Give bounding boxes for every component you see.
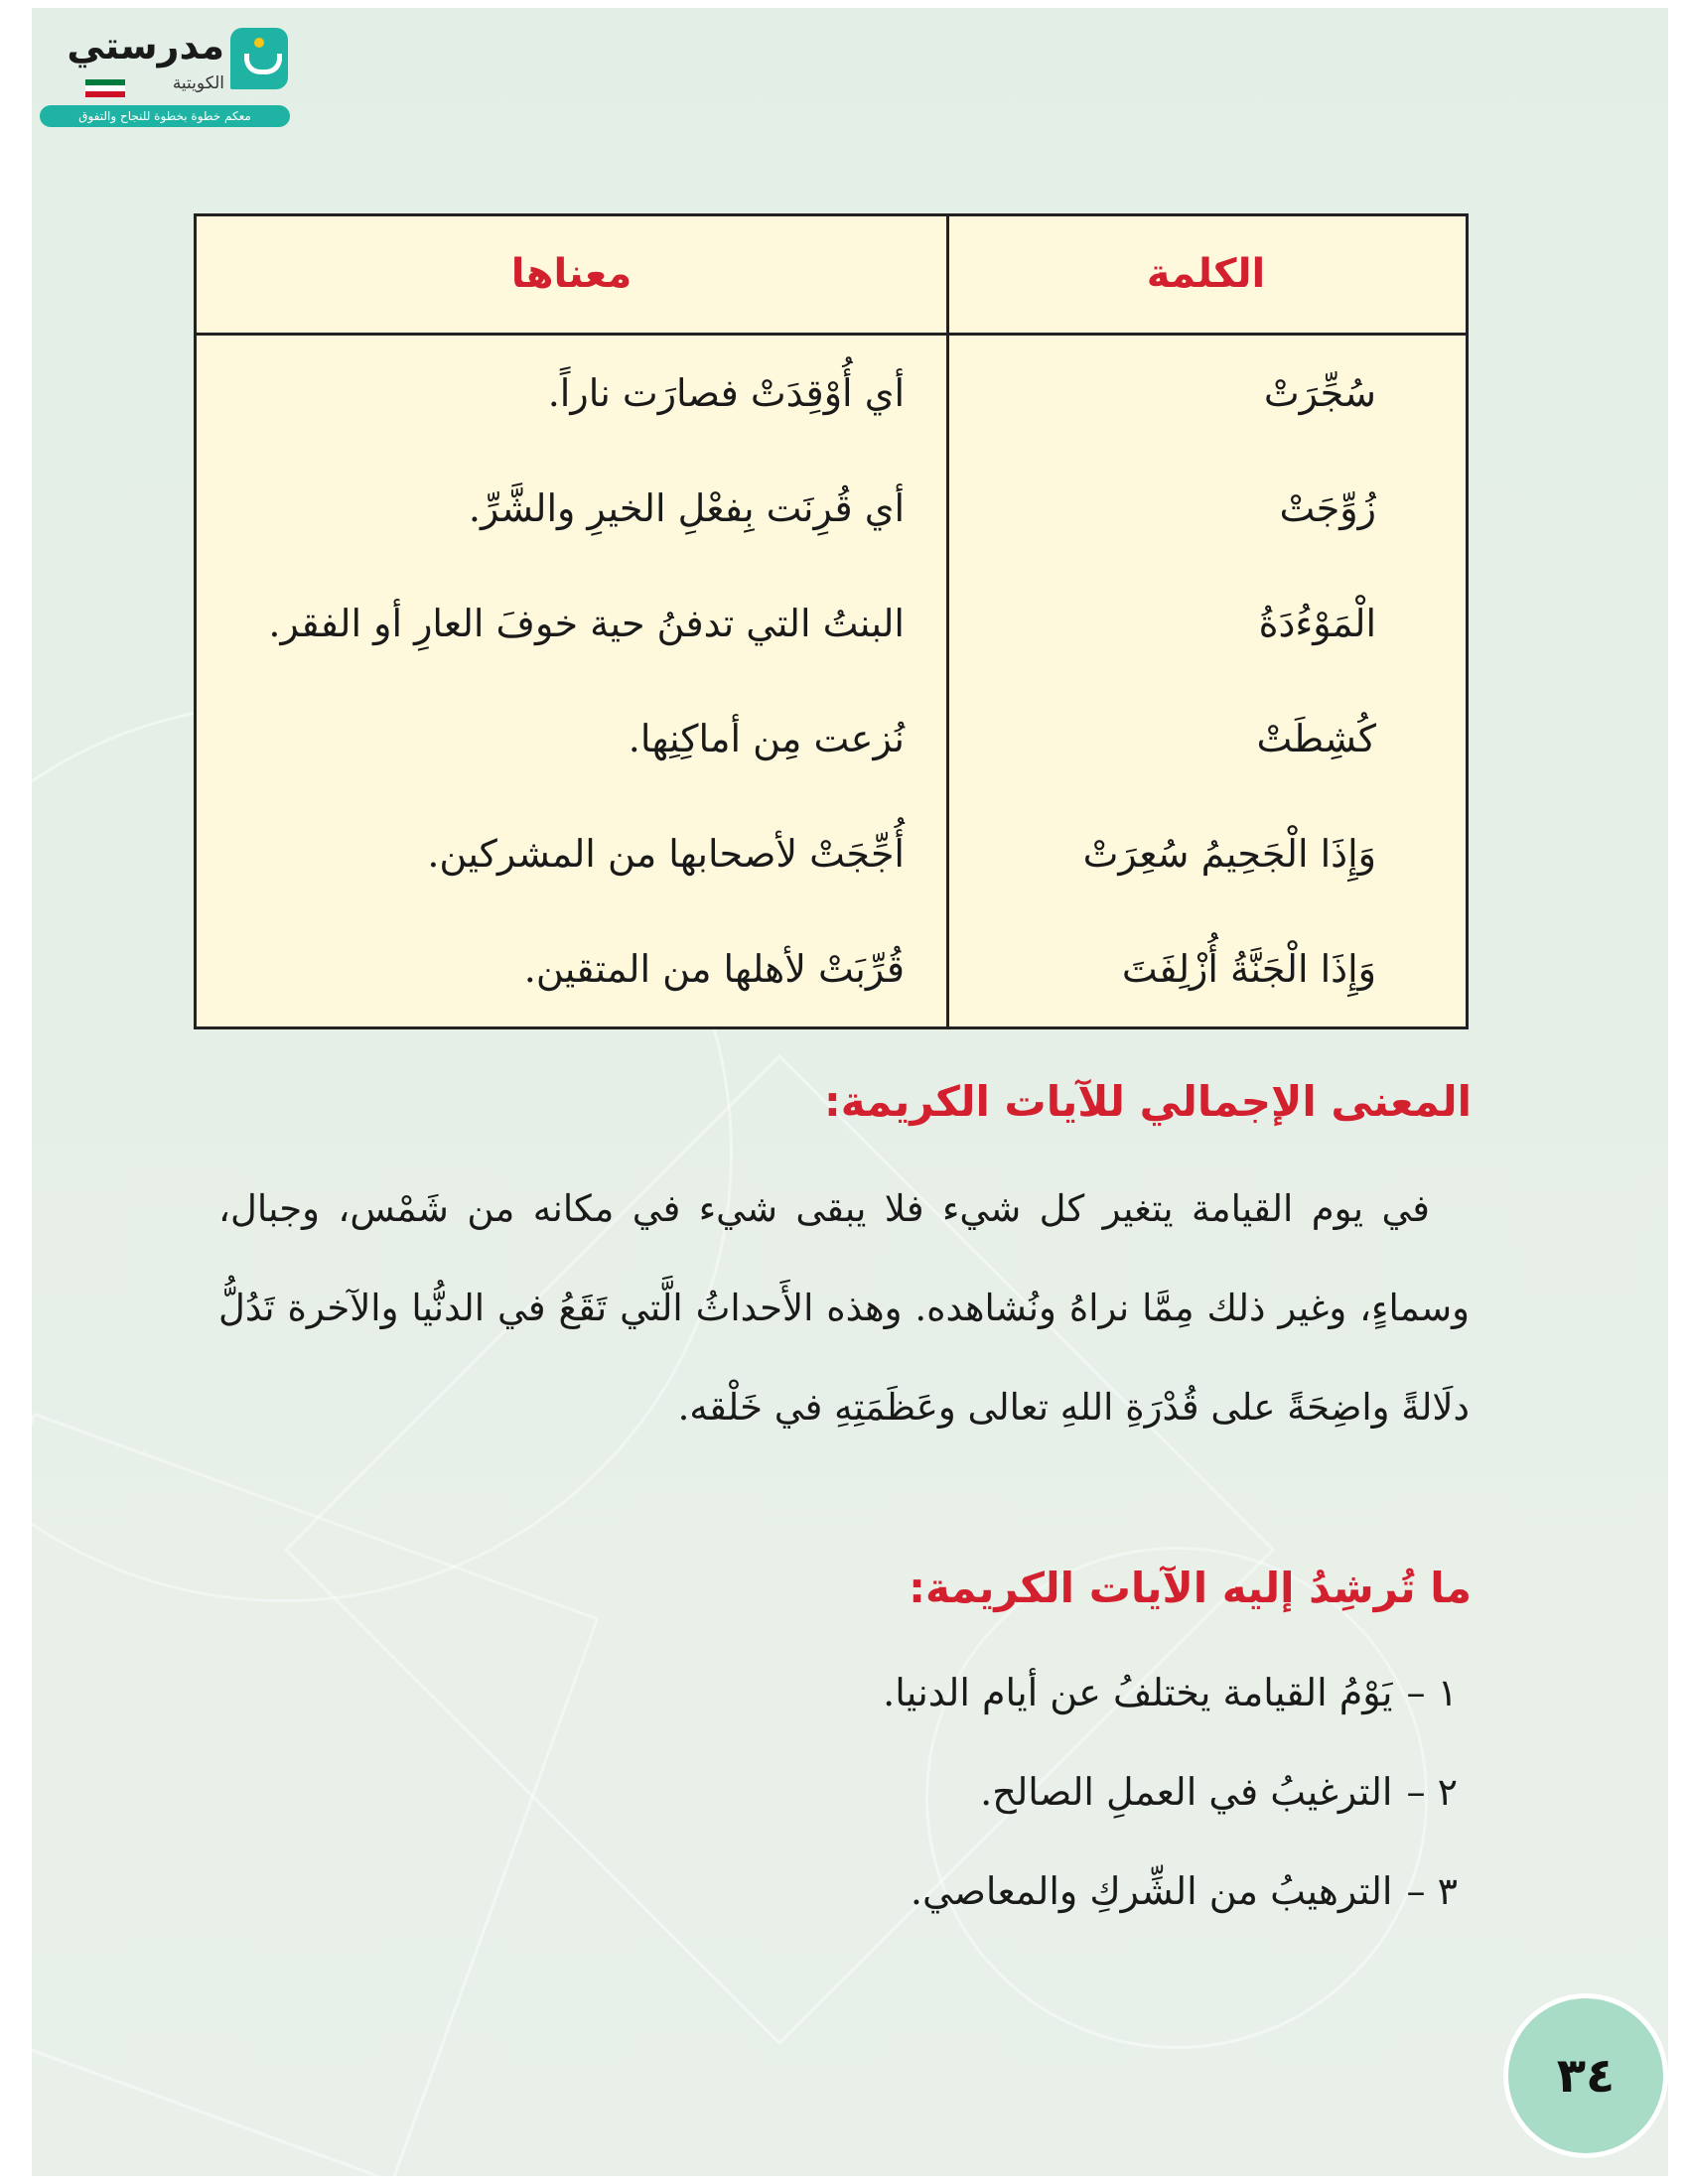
summary-paragraph: في يوم القيامة يتغير كل شيء فلا يبقى شيء في مكانه من شَمْس، وجبال، وسماءٍ، وغير ذلك مِمَّا نراهُ ونُشاهده. وهذه الأَحداثُ الَّتي تَقَعُ في الدنُّيا والآخرة تَدُلُّ دلَالةً واضِحَةً على قُدْرَةِ اللهِ تعالى وعَظَمَتِهِ في خَلْقه. [218, 1187, 1470, 1429]
table-header-word: الكلمة [1146, 251, 1266, 297]
logo-icon [230, 28, 288, 89]
logo-subtitle: الكويتية [172, 73, 224, 93]
word-cell: كُشِطَتْ [1256, 717, 1376, 760]
meaning-cell: نُزعت مِن أماكِنِها. [628, 717, 905, 760]
word-cell: زُوِّجَتْ [1279, 486, 1376, 530]
vocabulary-table [194, 213, 1469, 1029]
table-row [197, 566, 1466, 681]
item-text: الترغيبُ في العملِ الصالح. [980, 1770, 1393, 1814]
list-item [564, 1842, 1458, 1941]
list-item [564, 1742, 1458, 1842]
table-row [197, 911, 1466, 1026]
table-header-meaning: معناها [510, 251, 633, 297]
meaning-cell: أُجِّجَتْ لأصحابها من المشركين. [427, 832, 905, 876]
kuwait-flag-icon [85, 79, 125, 97]
meaning-cell: أي قُرِنَت بِفعْلِ الخيرِ والشَّرِّ. [468, 486, 905, 530]
table-row [197, 336, 1466, 451]
word-cell: سُجِّرَتْ [1263, 371, 1376, 415]
item-text: الترهيبُ من الشِّركِ والمعاصي. [910, 1869, 1393, 1913]
table-row [197, 796, 1466, 911]
item-number: ٣ – [1406, 1869, 1458, 1913]
word-cell: الْمَوْءُدَةُ [1258, 602, 1376, 645]
word-cell: وَإِذَا الْجَحِيمُ سُعِرَتْ [1082, 832, 1376, 876]
guidance-list [564, 1643, 1458, 1941]
item-number: ٢ – [1406, 1770, 1458, 1814]
page-number: ٣٤ [1503, 1993, 1668, 2158]
table-row [197, 681, 1466, 796]
word-cell: وَإِذَا الْجَنَّةُ أُزْلِفَتَ [1121, 947, 1376, 991]
summary-heading: المعنى الإجمالي للآيات الكريمة: [824, 1077, 1472, 1126]
brand-logo [40, 18, 298, 127]
logo-tagline: معكم خطوة بخطوة للنجاح والتفوق [40, 105, 290, 127]
logo-title: مدرستي [67, 24, 224, 68]
list-item [564, 1643, 1458, 1742]
item-text: يَوْمُ القيامة يختلفُ عن أيام الدنيا. [883, 1671, 1393, 1714]
item-number: ١ – [1406, 1671, 1458, 1714]
table-body [197, 336, 1466, 1026]
meaning-cell: أي أُوْقِدَتْ فصارَت ناراً. [547, 371, 905, 415]
meaning-cell: البنتُ التي تدفنُ حية خوفَ العارِ أو الفقر. [268, 602, 905, 645]
table-row [197, 451, 1466, 566]
guidance-heading: ما تُرشِدُ إليه الآيات الكريمة: [909, 1564, 1472, 1612]
meaning-cell: قُرِّبَتْ لأهلها من المتقين. [523, 947, 905, 991]
